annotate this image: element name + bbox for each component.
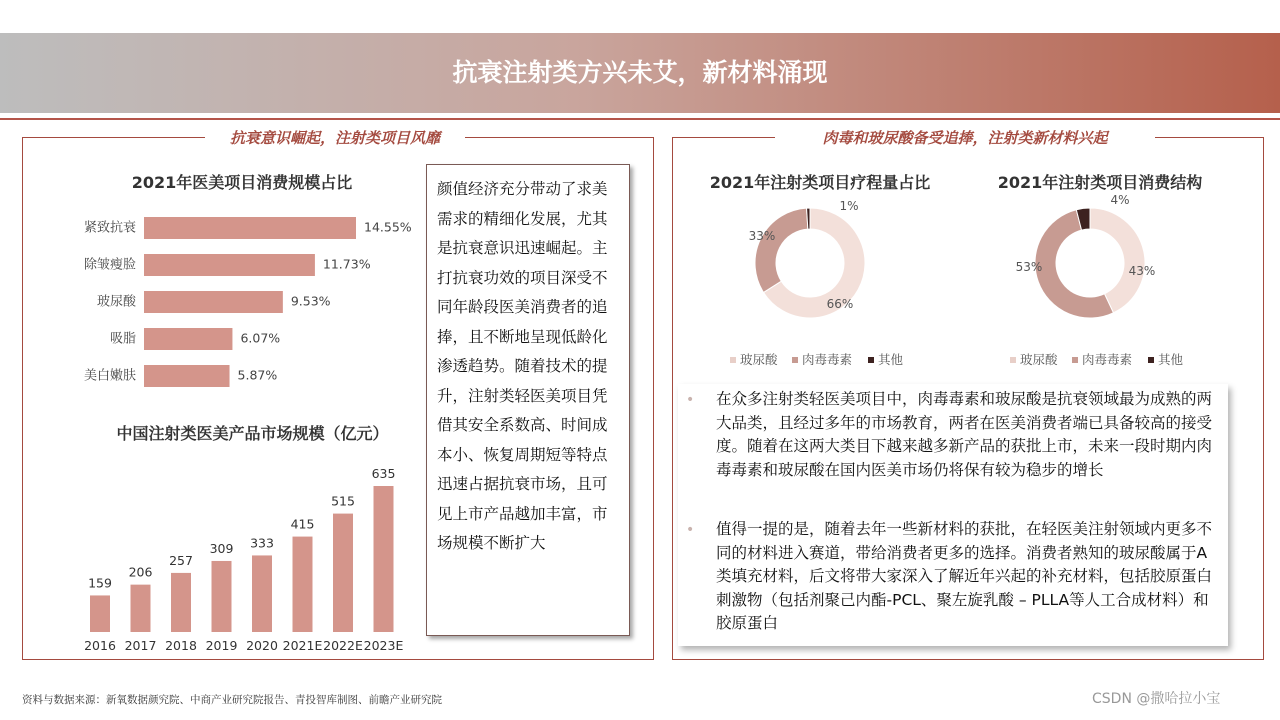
legend-label: 其他 bbox=[1158, 352, 1184, 367]
vbar-chart-title: 中国注射类医美产品市场规模（亿元） bbox=[116, 424, 389, 443]
legend-swatch bbox=[1072, 357, 1078, 363]
header-divider bbox=[0, 118, 1280, 120]
hbar-bar bbox=[144, 328, 232, 350]
legend-swatch bbox=[1148, 357, 1154, 363]
hbar-category-label: 吸脂 bbox=[109, 331, 136, 347]
legend-swatch bbox=[1010, 357, 1016, 363]
vbar-bar bbox=[171, 573, 191, 632]
vbar-value-label: 635 bbox=[371, 466, 396, 481]
legend-swatch bbox=[868, 357, 874, 363]
vbar-category-label: 2016 bbox=[84, 638, 116, 653]
vbar-bar bbox=[333, 514, 353, 632]
page-title: 抗衰注射类方兴未艾，新材料涌现 bbox=[452, 58, 828, 87]
hbar-category-label: 除皱瘦脸 bbox=[83, 257, 136, 273]
legend-label: 肉毒毒素 bbox=[1082, 352, 1133, 367]
legend-label: 玻尿酸 bbox=[1020, 352, 1058, 367]
donut1-title: 2021年注射类项目疗程量占比 bbox=[709, 173, 931, 192]
vbar-category-label: 2017 bbox=[124, 638, 157, 653]
left-section-title: 抗衰意识崛起，注射类项目风靡 bbox=[205, 128, 465, 148]
bullet-2: 值得一提的是，随着去年一些新材料的获批，在轻医美注射领域内更多不同的材料进入赛道，带给消费者更多的选择。消费者熟知的玻尿酸属于A类填充材料，后文将带大家深入了解近年兴起的补充材料，包括胶原蛋白刺激物（包括剂聚己内酯-PCL、聚左旋乳酸 – PLLA等人工合成材料）和胶原蛋白 bbox=[716, 520, 1213, 632]
legend-label: 玻尿酸 bbox=[740, 352, 778, 367]
vbar-bar bbox=[212, 561, 232, 632]
hbar-bar bbox=[144, 217, 356, 239]
vbar-value-label: 257 bbox=[169, 552, 193, 568]
hbar-value-label: 9.53% bbox=[290, 293, 331, 309]
left-description-box bbox=[426, 164, 630, 636]
bullet-1: 在众多注射类轻医美项目中，肉毒毒素和玻尿酸是抗衰领域最为成熟的两大品类，且经过多年的市场教育，两者在医美消费者端已具备较高的接受度。随着在这两大类目下越来越多新产品的获批上市，未来一段时期内肉毒毒素和玻尿酸在国内医美市场仍将保有较为稳步的增长 bbox=[716, 390, 1213, 479]
vbar-bar bbox=[252, 555, 272, 632]
bullet-dot: • bbox=[686, 392, 695, 408]
vbar-bar bbox=[374, 486, 394, 632]
hbar-category-label: 玻尿酸 bbox=[96, 294, 136, 310]
vbar-category-label: 2022E bbox=[323, 638, 363, 653]
vbar-category-label: 2020 bbox=[246, 638, 278, 653]
hbar-bar bbox=[144, 254, 315, 276]
legend-swatch bbox=[792, 357, 798, 363]
legend-label: 其他 bbox=[878, 352, 904, 367]
header-banner bbox=[0, 33, 1280, 113]
donut1-chart bbox=[700, 190, 940, 380]
legend-label: 肉毒毒素 bbox=[802, 352, 853, 367]
hbar-value-label: 14.55% bbox=[364, 219, 412, 235]
footer-source: 资料与数据来源：新氧数据颜究院、中商产业研究院报告、青投智库制图、前瞻产业研究院 bbox=[22, 694, 442, 706]
hbar-category-label: 美白嫩肤 bbox=[83, 368, 136, 384]
hbar-bar bbox=[144, 291, 283, 313]
vbar-chart bbox=[62, 458, 422, 658]
hbar-value-label: 5.87% bbox=[237, 367, 278, 383]
donut-value-label: 4% bbox=[1110, 193, 1130, 207]
donut-value-label: 43% bbox=[1128, 264, 1156, 278]
hbar-value-label: 11.73% bbox=[322, 256, 371, 272]
donut-value-label: 66% bbox=[826, 297, 854, 311]
right-bullets-box bbox=[678, 384, 1228, 646]
left-description-text: 颜值经济充分带动了求美需求的精细化发展，尤其是抗衰意识迅速崛起。主打抗衰功效的项目深受不同年龄段医美消费者的追捧，且不断地呈现低龄化渗透趋势。随着技术的提升，注射类轻医美项目凭借其安全系数高、时间成本小、恢复周期短等特点迅速占据抗衰市场，且可见上市产品越加丰富，市场规模不断扩大 bbox=[437, 180, 608, 552]
donut2-chart bbox=[980, 190, 1220, 380]
hbar-value-label: 6.07% bbox=[240, 330, 281, 346]
hbar-chart-title: 2021年医美项目消费规模占比 bbox=[131, 173, 353, 192]
vbar-value-label: 309 bbox=[209, 540, 234, 556]
vbar-value-label: 159 bbox=[88, 575, 112, 591]
vbar-value-label: 515 bbox=[331, 493, 355, 509]
hbar-bar bbox=[144, 365, 230, 387]
legend-swatch bbox=[730, 357, 736, 363]
watermark: CSDN @撒哈拉小宝 bbox=[1092, 691, 1221, 707]
vbar-category-label: 2019 bbox=[205, 638, 238, 653]
right-section-title: 肉毒和玻尿酸备受追捧，注射类新材料兴起 bbox=[775, 128, 1155, 148]
vbar-value-label: 415 bbox=[290, 516, 315, 532]
donut-value-label: 33% bbox=[748, 229, 776, 243]
vbar-bar bbox=[90, 595, 110, 632]
donut2-title: 2021年注射类项目消费结构 bbox=[997, 173, 1203, 192]
vbar-category-label: 2021E bbox=[282, 638, 323, 653]
hbar-category-label: 紧致抗衰 bbox=[83, 220, 136, 236]
vbar-bar bbox=[131, 585, 151, 632]
donut-value-label: 53% bbox=[1015, 260, 1043, 274]
vbar-value-label: 333 bbox=[250, 535, 274, 551]
vbar-category-label: 2023E bbox=[363, 638, 404, 653]
donut-slice bbox=[755, 208, 808, 292]
donut-value-label: 1% bbox=[839, 199, 859, 213]
hbar-chart bbox=[62, 200, 422, 400]
vbar-bar bbox=[293, 537, 313, 632]
bullet-dot: • bbox=[686, 522, 695, 538]
vbar-category-label: 2018 bbox=[165, 638, 197, 653]
vbar-value-label: 206 bbox=[128, 564, 153, 580]
